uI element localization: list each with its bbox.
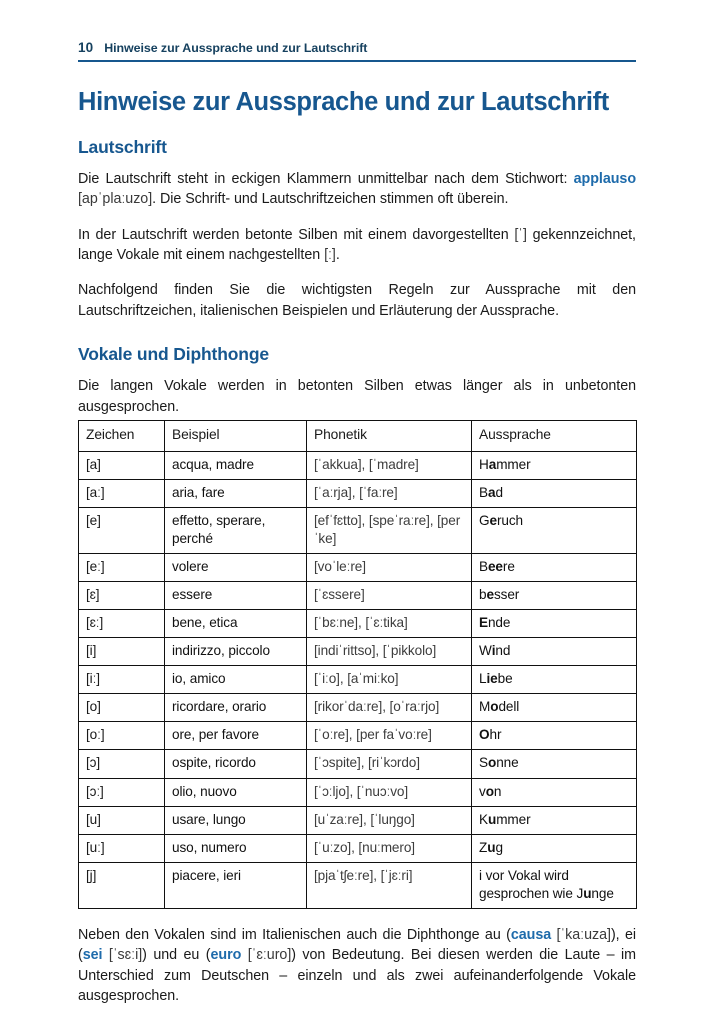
page-number: 10 — [78, 40, 94, 55]
plain-text: B — [479, 484, 488, 500]
paragraph — [78, 376, 636, 417]
cell-phonetik: [uˈzaːre], [ˈluŋgo] — [307, 806, 472, 834]
plain-text: re — [502, 558, 515, 574]
cell-beispiel: bene, etica — [165, 610, 307, 638]
stressed-vowel: a — [488, 456, 497, 472]
cell-phonetik: [ˈɛssere] — [307, 581, 472, 609]
cell-zeichen: [ɔː] — [79, 778, 165, 806]
inline-ipa: [ˈ] — [514, 226, 527, 243]
plain-text: M — [479, 699, 491, 715]
plain-text: dell — [498, 699, 520, 715]
cell-beispiel: ospite, ricordo — [165, 750, 307, 778]
cell-phonetik: [ˈɔːljo], [ˈnuɔːvo] — [307, 778, 472, 806]
plain-text: W — [479, 643, 492, 659]
closing-paragraph — [78, 925, 636, 1007]
cell-aussprache — [472, 479, 637, 507]
plain-text: ruch — [496, 512, 523, 528]
stressed-vowel: O — [479, 727, 490, 743]
plain-text: S — [479, 755, 488, 771]
inline-ipa: [ˈsɛːi] — [108, 947, 143, 964]
cell-beispiel: effetto, sperare, perché — [165, 507, 307, 553]
inline-text: Die langen Vokale werden in betonten Silben etwas länger als in unbetonten ausgesprochen. — [78, 378, 636, 415]
cell-aussprache — [472, 507, 637, 553]
plain-text: be — [497, 671, 513, 687]
stressed-vowel: a — [487, 484, 496, 500]
running-head-title: Hinweise zur Aussprache und zur Lautschrift — [104, 41, 368, 55]
cell-aussprache — [472, 451, 637, 479]
plain-text: n — [493, 783, 502, 799]
cell-aussprache — [472, 581, 637, 609]
cell-phonetik: [ˈaːrja], [ˈfaːre] — [307, 479, 472, 507]
table-row — [79, 834, 637, 862]
inline-ipa: [ː] — [324, 247, 336, 264]
table-row — [79, 553, 637, 581]
cell-zeichen: [ɔ] — [79, 750, 165, 778]
inline-ipa: [apˈplaːuzo] — [78, 191, 153, 208]
cell-beispiel: ore, per favore — [165, 722, 307, 750]
cell-zeichen: [o] — [79, 694, 165, 722]
table-header-row — [79, 421, 637, 451]
cell-zeichen: [ɛ] — [79, 581, 165, 609]
stressed-vowel: ee — [487, 558, 503, 574]
cell-beispiel: ricordare, orario — [165, 694, 307, 722]
table-row — [79, 507, 637, 553]
table-row — [79, 581, 637, 609]
cell-aussprache — [472, 666, 637, 694]
plain-text: g — [495, 839, 503, 855]
paragraph — [78, 280, 636, 321]
cell-phonetik: [rikorˈdaːre], [oˈraːrjo] — [307, 694, 472, 722]
cell-zeichen: [oː] — [79, 722, 165, 750]
plain-text: L — [479, 671, 487, 687]
stressed-vowel: e — [489, 512, 497, 528]
inline-ipa: [ˈkaːuza] — [556, 926, 611, 943]
cell-beispiel: io, amico — [165, 666, 307, 694]
cell-beispiel: volere — [165, 553, 307, 581]
cell-aussprache — [472, 862, 637, 908]
inline-ipa: [ˈɛːuro] — [247, 947, 292, 964]
cell-aussprache — [472, 750, 637, 778]
table-row — [79, 479, 637, 507]
plain-text: sser — [493, 586, 520, 602]
table-row — [79, 862, 637, 908]
cell-phonetik: [ˈɔspite], [riˈkɔrdo] — [307, 750, 472, 778]
table-row — [79, 638, 637, 666]
cell-zeichen: [a] — [79, 451, 165, 479]
table-row — [79, 722, 637, 750]
cell-zeichen: [i] — [79, 638, 165, 666]
plain-text: nd — [495, 643, 511, 659]
cell-phonetik: [efˈfɛtto], [speˈraːre], [perˈke] — [307, 507, 472, 553]
plain-text: v — [479, 783, 486, 799]
inline-text: ) und eu ( — [142, 947, 211, 964]
stressed-vowel: e — [486, 586, 494, 602]
cell-phonetik: [ˈuːzo], [nuːmero] — [307, 834, 472, 862]
cell-zeichen: [j] — [79, 862, 165, 908]
plain-text: i vor Vokal wird gesprochen wie J — [479, 867, 584, 901]
column-header-zeichen: Zeichen — [79, 421, 165, 451]
plain-text: Z — [479, 839, 488, 855]
inline-text: Neben den Vokalen sind im Italienischen auch die Diphthonge au ( — [78, 926, 511, 943]
cell-aussprache — [472, 610, 637, 638]
cell-zeichen: [iː] — [79, 666, 165, 694]
cell-aussprache — [472, 778, 637, 806]
cell-phonetik: [ˈakkua], [ˈmadre] — [307, 451, 472, 479]
cell-aussprache — [472, 806, 637, 834]
cell-aussprache — [472, 553, 637, 581]
stressed-vowel: u — [583, 885, 592, 901]
table-row — [79, 451, 637, 479]
plain-text: b — [479, 586, 487, 602]
table-row — [79, 694, 637, 722]
inline-text: Die Lautschrift steht in eckigen Klammern unmittelbar nach dem Stichwort: — [78, 170, 574, 187]
header-rule — [78, 60, 636, 62]
pronunciation-table — [78, 420, 637, 909]
table-row — [79, 806, 637, 834]
section-vokale — [78, 344, 636, 417]
cell-beispiel: aria, fare — [165, 479, 307, 507]
paragraph — [78, 169, 636, 210]
cell-beispiel: acqua, madre — [165, 451, 307, 479]
plain-text: nde — [487, 615, 511, 631]
plain-text: nge — [591, 885, 614, 901]
cell-phonetik: [ˈiːo], [aˈmiːko] — [307, 666, 472, 694]
plain-text: nne — [496, 755, 519, 771]
inline-keyword: sei — [82, 947, 103, 964]
inline-keyword: causa — [510, 926, 552, 943]
plain-text: H — [479, 456, 489, 472]
paragraph — [78, 225, 636, 266]
table-head — [79, 421, 637, 451]
cell-beispiel: usare, lungo — [165, 806, 307, 834]
stressed-vowel: ie — [486, 671, 498, 687]
stressed-vowel: u — [487, 839, 496, 855]
section-heading-vokale: Vokale und Diphthonge — [78, 344, 269, 365]
cell-zeichen: [ɛː] — [79, 610, 165, 638]
plain-text: hr — [489, 727, 502, 743]
cell-aussprache — [472, 722, 637, 750]
plain-text: K — [479, 811, 488, 827]
plain-text: B — [479, 558, 488, 574]
stressed-vowel: i — [491, 643, 496, 659]
section-body-vokale — [78, 376, 636, 417]
table-row — [79, 750, 637, 778]
cell-phonetik: [pjaˈtʃeːre], [ˈjɛːri] — [307, 862, 472, 908]
cell-phonetik: [ˈoːre], [per faˈvoːre] — [307, 722, 472, 750]
cell-beispiel: uso, numero — [165, 834, 307, 862]
stressed-vowel: o — [490, 699, 499, 715]
cell-beispiel: indirizzo, piccolo — [165, 638, 307, 666]
stressed-vowel: u — [487, 811, 497, 827]
cell-phonetik: [voˈleːre] — [307, 553, 472, 581]
cell-aussprache — [472, 638, 637, 666]
inline-text: . Die Schrift- und Lautschriftzeichen stimmen oft überein. — [152, 191, 509, 208]
inline-text: In der Lautschrift werden betonte Silben mit einem davorgestellten — [78, 226, 515, 243]
section-lautschrift — [78, 137, 636, 322]
section-heading-lautschrift: Lautschrift — [78, 136, 167, 157]
stressed-vowel: o — [485, 783, 494, 799]
inline-text: ), ei ( — [78, 926, 636, 964]
cell-zeichen: [eː] — [79, 553, 165, 581]
cell-beispiel: olio, nuovo — [165, 778, 307, 806]
table-row — [79, 778, 637, 806]
plain-text: G — [479, 512, 490, 528]
cell-zeichen: [aː] — [79, 479, 165, 507]
cell-zeichen: [uː] — [79, 834, 165, 862]
stressed-vowel: o — [487, 755, 497, 771]
plain-text: d — [495, 484, 503, 500]
cell-beispiel: essere — [165, 581, 307, 609]
table-body — [79, 451, 637, 908]
column-header-phonetik: Phonetik — [307, 421, 472, 451]
inline-text: . — [335, 247, 340, 264]
plain-text: mmer — [496, 456, 531, 472]
inline-text: gekennzeichnet, lange Vokale mit einem nachgestellten — [78, 226, 636, 264]
cell-zeichen: [e] — [79, 507, 165, 553]
plain-text: mmer — [496, 811, 531, 827]
cell-phonetik: [indiˈrittso], [ˈpikkolo] — [307, 638, 472, 666]
cell-aussprache — [472, 694, 637, 722]
running-head — [78, 40, 636, 60]
inline-text: Nachfolgend finden Sie die wichtigsten Regeln zur Aussprache mit den Lautschriftzeichen, italienischen Beispielen und Erläuterung der Aussprache. — [78, 282, 636, 319]
section-body-lautschrift — [78, 169, 636, 322]
cell-aussprache — [472, 834, 637, 862]
column-header-beispiel: Beispiel — [165, 421, 307, 451]
inline-keyword: euro — [210, 947, 242, 964]
stressed-vowel: E — [479, 615, 488, 631]
inline-keyword: applauso — [573, 170, 636, 187]
cell-phonetik: [ˈbɛːne], [ˈɛːtika] — [307, 610, 472, 638]
column-header-aussprache: Aussprache — [472, 421, 637, 451]
cell-zeichen: [u] — [79, 806, 165, 834]
inline-text: ) von Bedeutung. Bei diesen werden die Laute – im Unterschied zum Deutschen – einzeln und als zwei aufeinanderfolgende Vokale ausgesprochen. — [78, 947, 636, 1005]
page-title: Hinweise zur Aussprache und zur Lautschrift — [78, 88, 609, 117]
table-row — [79, 610, 637, 638]
page-content — [78, 40, 636, 1007]
table-row — [79, 666, 637, 694]
cell-beispiel: piacere, ieri — [165, 862, 307, 908]
